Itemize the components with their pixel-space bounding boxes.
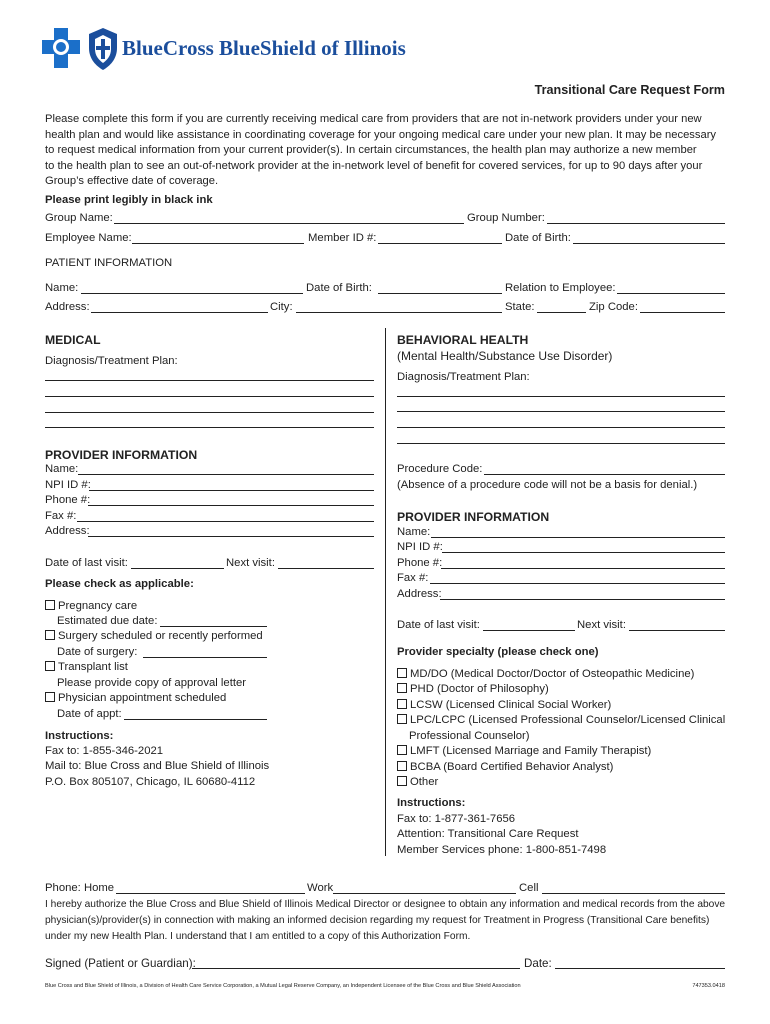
appt-date-label: Date of appt: xyxy=(57,708,122,720)
medical-provider-name-field[interactable] xyxy=(78,474,374,475)
blue-shield-logo-icon xyxy=(86,26,120,72)
surgery-checkbox-row[interactable] xyxy=(45,630,263,642)
patient-city-field[interactable] xyxy=(296,312,502,313)
behavioral-instructions-heading: Instructions: xyxy=(397,797,466,809)
print-note: Please print legibly in black ink xyxy=(45,194,213,206)
phone-work-label: Work xyxy=(307,882,334,894)
behavioral-last-visit-field[interactable] xyxy=(483,630,575,631)
checkbox-label: LCSW (Licensed Clinical Social Worker) xyxy=(410,699,612,711)
checkbox[interactable] xyxy=(397,776,407,786)
behavioral-heading: BEHAVIORAL HEALTH xyxy=(397,333,529,347)
checkbox-label: Surgery scheduled or recently performed xyxy=(58,630,263,642)
intro-line: Please complete this form if you are currently receiving medical care from providers that are not in-network providers under your new xyxy=(45,113,702,125)
behavioral-subheading: (Mental Health/Substance Use Disorder) xyxy=(397,349,613,363)
intro-line: health plan and would like assistance in coordinating coverage for your ongoing medical care under your new plan. It may be necessary xyxy=(45,128,717,141)
behavioral-provider-name-label: Name: xyxy=(397,526,431,538)
specialty-option-lcsw[interactable] xyxy=(397,699,611,711)
pregnancy-checkbox-row[interactable] xyxy=(45,600,137,612)
checkbox[interactable] xyxy=(397,699,407,709)
specialty-option-lpc[interactable] xyxy=(397,714,725,726)
authorization-line: physician(s)/provider(s) in connection with making an informed decision regarding my request for Treatment in Progress (Transitional Care benefits) xyxy=(45,915,710,926)
check-applicable-heading: Please check as applicable: xyxy=(45,578,194,590)
checkbox-label: Physician appointment scheduled xyxy=(58,692,227,704)
medical-diagnosis-line[interactable] xyxy=(45,412,374,413)
transplant-checkbox-row[interactable] xyxy=(45,661,128,673)
phone-work-field[interactable] xyxy=(333,893,516,894)
medical-instruction-line: P.O. Box 805107, Chicago, IL 60680-4112 xyxy=(45,776,256,788)
medical-provider-phone-label: Phone #: xyxy=(45,494,91,506)
authorization-line: under my new Health Plan. I understand that I am entitled to a copy of this Authorization Form. xyxy=(45,931,471,942)
patient-name-field[interactable] xyxy=(81,293,303,294)
specialty-option-bcba[interactable] xyxy=(397,761,613,773)
medical-diagnosis-label: Diagnosis/Treatment Plan: xyxy=(45,355,178,367)
signature-date-label: Date: xyxy=(524,957,552,970)
intro-line: to request medical information from your current provider(s). In certain circumstances, the health plan may authorize a new member xyxy=(45,144,697,157)
checkbox[interactable] xyxy=(45,661,55,671)
medical-last-visit-label: Date of last visit: xyxy=(45,557,128,569)
patient-zip-label: Zip Code: xyxy=(589,301,638,313)
patient-address-label: Address: xyxy=(45,301,90,313)
checkbox[interactable] xyxy=(397,745,407,755)
medical-next-visit-field[interactable] xyxy=(278,568,374,569)
patient-city-label: City: xyxy=(270,301,293,313)
behavioral-diagnosis-line[interactable] xyxy=(397,396,725,397)
patient-dob-field[interactable] xyxy=(378,293,502,294)
blue-cross-logo-icon xyxy=(40,26,82,72)
specialty-option-other[interactable] xyxy=(397,776,438,788)
specialty-option-md-do[interactable] xyxy=(397,668,694,680)
behavioral-provider-fax-field[interactable] xyxy=(430,583,725,584)
appointment-checkbox-row[interactable] xyxy=(45,692,226,704)
medical-last-visit-field[interactable] xyxy=(131,568,224,569)
checkbox[interactable] xyxy=(397,668,407,678)
patient-dob-label: Date of Birth: xyxy=(306,282,372,294)
column-divider xyxy=(385,328,386,856)
authorization-line: I hereby authorize the Blue Cross and Blue Shield of Illinois Medical Director or designee to obtain any information and medical records from the above xyxy=(45,899,726,910)
behavioral-provider-name-field[interactable] xyxy=(431,537,725,538)
intro-line: to the health plan to see an out-of-network provider at the in-network level of benefit for covered services, for up to 90 days after your xyxy=(45,159,703,172)
behavioral-last-visit-label: Date of last visit: xyxy=(397,619,480,631)
behavioral-provider-address-field[interactable] xyxy=(440,599,725,600)
signature-label: Signed (Patient or Guardian): xyxy=(45,957,196,970)
medical-heading: MEDICAL xyxy=(45,333,101,347)
medical-provider-fax-label: Fax #: xyxy=(45,510,77,522)
behavioral-provider-phone-field[interactable] xyxy=(441,568,725,569)
employee-name-field[interactable] xyxy=(132,243,304,244)
intro-line: Group’s effective date of coverage. xyxy=(45,175,219,188)
behavioral-provider-fax-label: Fax #: xyxy=(397,572,429,584)
medical-provider-heading: PROVIDER INFORMATION xyxy=(45,448,198,462)
behavioral-provider-phone-label: Phone #: xyxy=(397,557,443,569)
form-title: Transitional Care Request Form xyxy=(534,83,725,97)
phone-home-field[interactable] xyxy=(116,893,305,894)
checkbox[interactable] xyxy=(397,761,407,771)
checkbox[interactable] xyxy=(397,683,407,693)
footer-code: 747353.0418 xyxy=(692,983,725,989)
appt-date-field[interactable] xyxy=(124,719,267,720)
checkbox[interactable] xyxy=(45,600,55,610)
behavioral-diagnosis-line[interactable] xyxy=(397,443,725,444)
checkbox[interactable] xyxy=(45,630,55,640)
group-number-label: Group Number: xyxy=(467,212,545,224)
signature-date-field[interactable] xyxy=(555,968,725,969)
behavioral-provider-heading: PROVIDER INFORMATION xyxy=(397,510,550,524)
behavioral-next-visit-label: Next visit: xyxy=(577,619,626,631)
due-date-field[interactable] xyxy=(160,626,267,627)
checkbox-label: LPC/LCPC (Licensed Professional Counselor/Licensed Clinical xyxy=(410,714,726,726)
patient-address-field[interactable] xyxy=(91,312,268,313)
medical-provider-address-label: Address: xyxy=(45,525,90,537)
member-id-field[interactable] xyxy=(378,243,502,244)
specialty-heading: Provider specialty (please check one) xyxy=(397,646,599,658)
signature-field[interactable] xyxy=(192,968,520,969)
intro-paragraph xyxy=(45,112,735,190)
checkbox-label: Pregnancy care xyxy=(58,600,138,612)
employee-dob-label: Date of Birth: xyxy=(505,232,571,244)
specialty-option-lpc-continued: Professional Counselor) xyxy=(409,730,530,742)
behavioral-instruction-line: Attention: Transitional Care Request xyxy=(397,828,579,840)
medical-instruction-line: Fax to: 1-855-346-2021 xyxy=(45,745,164,757)
checkbox-label: BCBA (Board Certified Behavior Analyst) xyxy=(410,761,614,773)
relation-field[interactable] xyxy=(617,293,725,294)
surgery-date-label: Date of surgery: xyxy=(57,646,138,658)
patient-state-field[interactable] xyxy=(537,312,586,313)
checkbox-label: MD/DO (Medical Doctor/Doctor of Osteopathic Medicine) xyxy=(410,668,695,680)
behavioral-diagnosis-line[interactable] xyxy=(397,411,725,412)
medical-provider-fax-field[interactable] xyxy=(77,521,374,522)
medical-provider-phone-field[interactable] xyxy=(88,505,374,506)
patient-info-heading: PATIENT INFORMATION xyxy=(45,257,173,269)
medical-provider-name-label: Name: xyxy=(45,463,79,475)
checkbox-label: Other xyxy=(410,776,439,788)
group-number-field[interactable] xyxy=(547,223,725,224)
footer-text: Blue Cross and Blue Shield of Illinois, a Division of Health Care Service Corporation, a Mutual Legal Reserve Company, an Independent Licensee of the Blue Cross and Blue Shield Association xyxy=(45,983,521,989)
approval-letter-note: Please provide copy of approval letter xyxy=(57,677,247,689)
medical-instructions-heading: Instructions: xyxy=(45,730,114,742)
phone-cell-field[interactable] xyxy=(542,893,725,894)
specialty-option-phd[interactable] xyxy=(397,683,549,695)
behavioral-provider-npi-field[interactable] xyxy=(442,552,725,553)
relation-label: Relation to Employee: xyxy=(505,282,616,294)
procedure-code-note: (Absence of a procedure code will not be a basis for denial.) xyxy=(397,479,698,491)
medical-instruction-line: Mail to: Blue Cross and Blue Shield of Illinois xyxy=(45,760,270,772)
medical-diagnosis-line[interactable] xyxy=(45,380,374,381)
medical-provider-npi-field[interactable] xyxy=(89,490,374,491)
employee-dob-field[interactable] xyxy=(573,243,725,244)
authorization-paragraph xyxy=(45,897,735,945)
checkbox-label: Transplant list xyxy=(58,661,128,673)
behavioral-diagnosis-label: Diagnosis/Treatment Plan: xyxy=(397,371,530,383)
patient-state-label: State: xyxy=(505,301,535,313)
checkbox[interactable] xyxy=(45,692,55,702)
employee-name-label: Employee Name: xyxy=(45,232,132,244)
phone-home-label: Phone: Home xyxy=(45,882,115,894)
behavioral-next-visit-field[interactable] xyxy=(629,630,725,631)
behavioral-instruction-line: Member Services phone: 1-800-851-7498 xyxy=(397,844,607,856)
patient-zip-field[interactable] xyxy=(640,312,725,313)
procedure-code-label: Procedure Code: xyxy=(397,463,483,475)
behavioral-instruction-line: Fax to: 1-877-361-7656 xyxy=(397,813,516,825)
medical-provider-npi-label: NPI ID #: xyxy=(45,479,91,491)
medical-diagnosis-line[interactable] xyxy=(45,427,374,428)
behavioral-diagnosis-line[interactable] xyxy=(397,427,725,428)
group-name-field[interactable] xyxy=(114,223,464,224)
behavioral-provider-address-label: Address: xyxy=(397,588,442,600)
checkbox-label: PHD (Doctor of Philosophy) xyxy=(410,683,549,695)
specialty-option-lmft[interactable] xyxy=(397,745,651,757)
behavioral-provider-npi-label: NPI ID #: xyxy=(397,541,443,553)
medical-next-visit-label: Next visit: xyxy=(226,557,275,569)
medical-diagnosis-line[interactable] xyxy=(45,396,374,397)
checkbox[interactable] xyxy=(397,714,407,724)
surgery-date-field[interactable] xyxy=(143,657,267,658)
patient-name-label: Name: xyxy=(45,282,79,294)
phone-cell-label: Cell xyxy=(519,882,539,894)
brand-name: BlueCross BlueShield of Illinois xyxy=(122,36,406,60)
checkbox-label: LMFT (Licensed Marriage and Family Therapist) xyxy=(410,745,652,757)
group-name-label: Group Name: xyxy=(45,212,113,224)
member-id-label: Member ID #: xyxy=(308,232,377,244)
procedure-code-field[interactable] xyxy=(484,474,725,475)
due-date-label: Estimated due date: xyxy=(57,615,158,627)
medical-provider-address-field[interactable] xyxy=(88,536,374,537)
